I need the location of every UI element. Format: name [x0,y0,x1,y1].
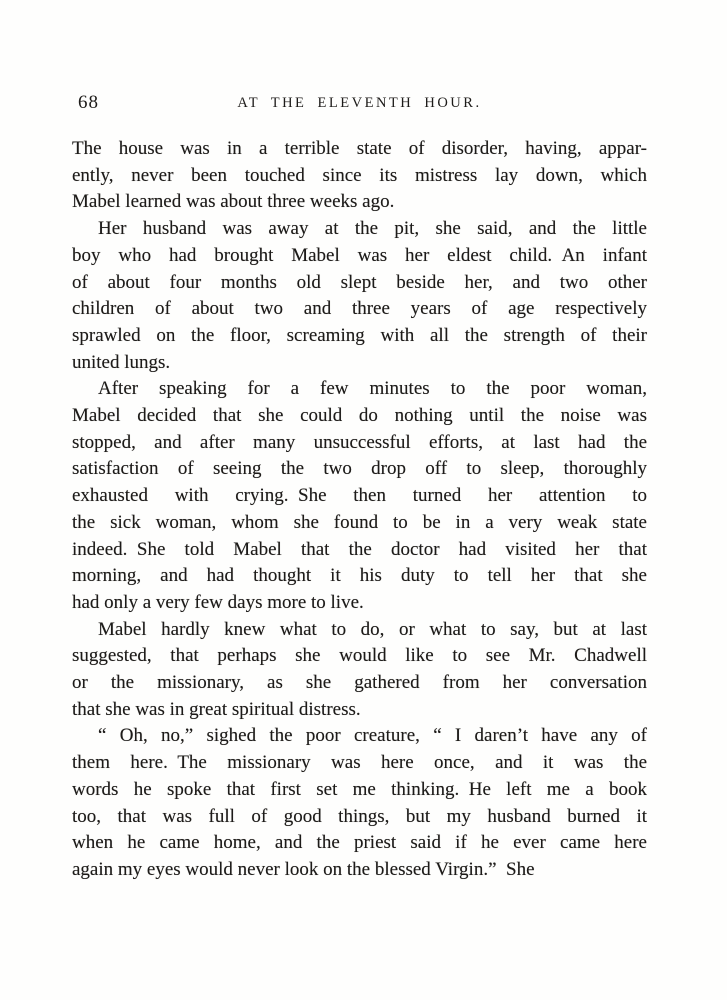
text-line: morning, and had thought it his duty to tell her that she [72,565,647,587]
text-line: Mabel learned was about three weeks ago. [72,191,395,213]
text-line: or the missionary, as she gathered from her conversation [72,672,647,694]
text-line: sprawled on the floor, screaming with all the strength of their [72,324,647,346]
text-line: exhausted with crying. She then turned her attention to [72,485,647,507]
paragraph [72,617,647,724]
text-line: Mabel hardly knew what to do, or what to say, but at last [98,618,647,640]
text-line: indeed. She told Mabel that the doctor had visited her that [72,538,647,560]
text-line: “ Oh, no,” sighed the poor creature, “ I daren’t have any of [98,725,647,747]
text-line: The house was in a terrible state of disorder, having, appar- [72,138,647,159]
text-line: Mabel decided that she could do nothing until the noise was [72,405,647,427]
page-body [72,136,647,884]
text-line: of about four months old slept beside her, and two other [72,271,647,293]
paragraph [72,376,647,616]
running-header: AT THE ELEVENTH HOUR. [237,95,482,111]
text-line: united lungs. [72,351,171,373]
text-line: suggested, that perhaps she would like to see Mr. Chadwell [72,645,647,667]
page-header [72,92,647,116]
text-line: stopped, and after many unsuccessful efforts, at last had the [72,431,647,453]
text-line: children of about two and three years of age respectively [72,298,647,320]
text-line: boy who had brought Mabel was her eldest child. An infant [72,244,647,266]
text-line: After speaking for a few minutes to the poor woman, [98,378,647,400]
text-line: ently, never been touched since its mistress lay down, which [72,164,647,186]
paragraph [72,136,647,216]
text-line: Her husband was away at the pit, she said, and the little [98,218,647,240]
text-line: words he spoke that first set me thinking. He left me a book [72,778,647,800]
text-line: satisfaction of seeing the two drop off to sleep, thoroughly [72,458,647,480]
text-line: when he came home, and the priest said if he ever came here [72,832,647,854]
page-number: 68 [78,92,99,113]
text-line: that she was in great spiritual distress. [72,698,361,720]
text-line: again my eyes would never look on the blessed Virgin.” She [72,858,535,880]
text-line: the sick woman, whom she found to be in a very weak state [72,511,647,533]
text-line: too, that was full of good things, but my husband burned it [72,805,647,827]
text-line: them here. The missionary was here once, and it was the [72,752,647,774]
text-line: had only a very few days more to live. [72,591,364,613]
paragraph [72,216,647,376]
paragraph [72,723,647,883]
